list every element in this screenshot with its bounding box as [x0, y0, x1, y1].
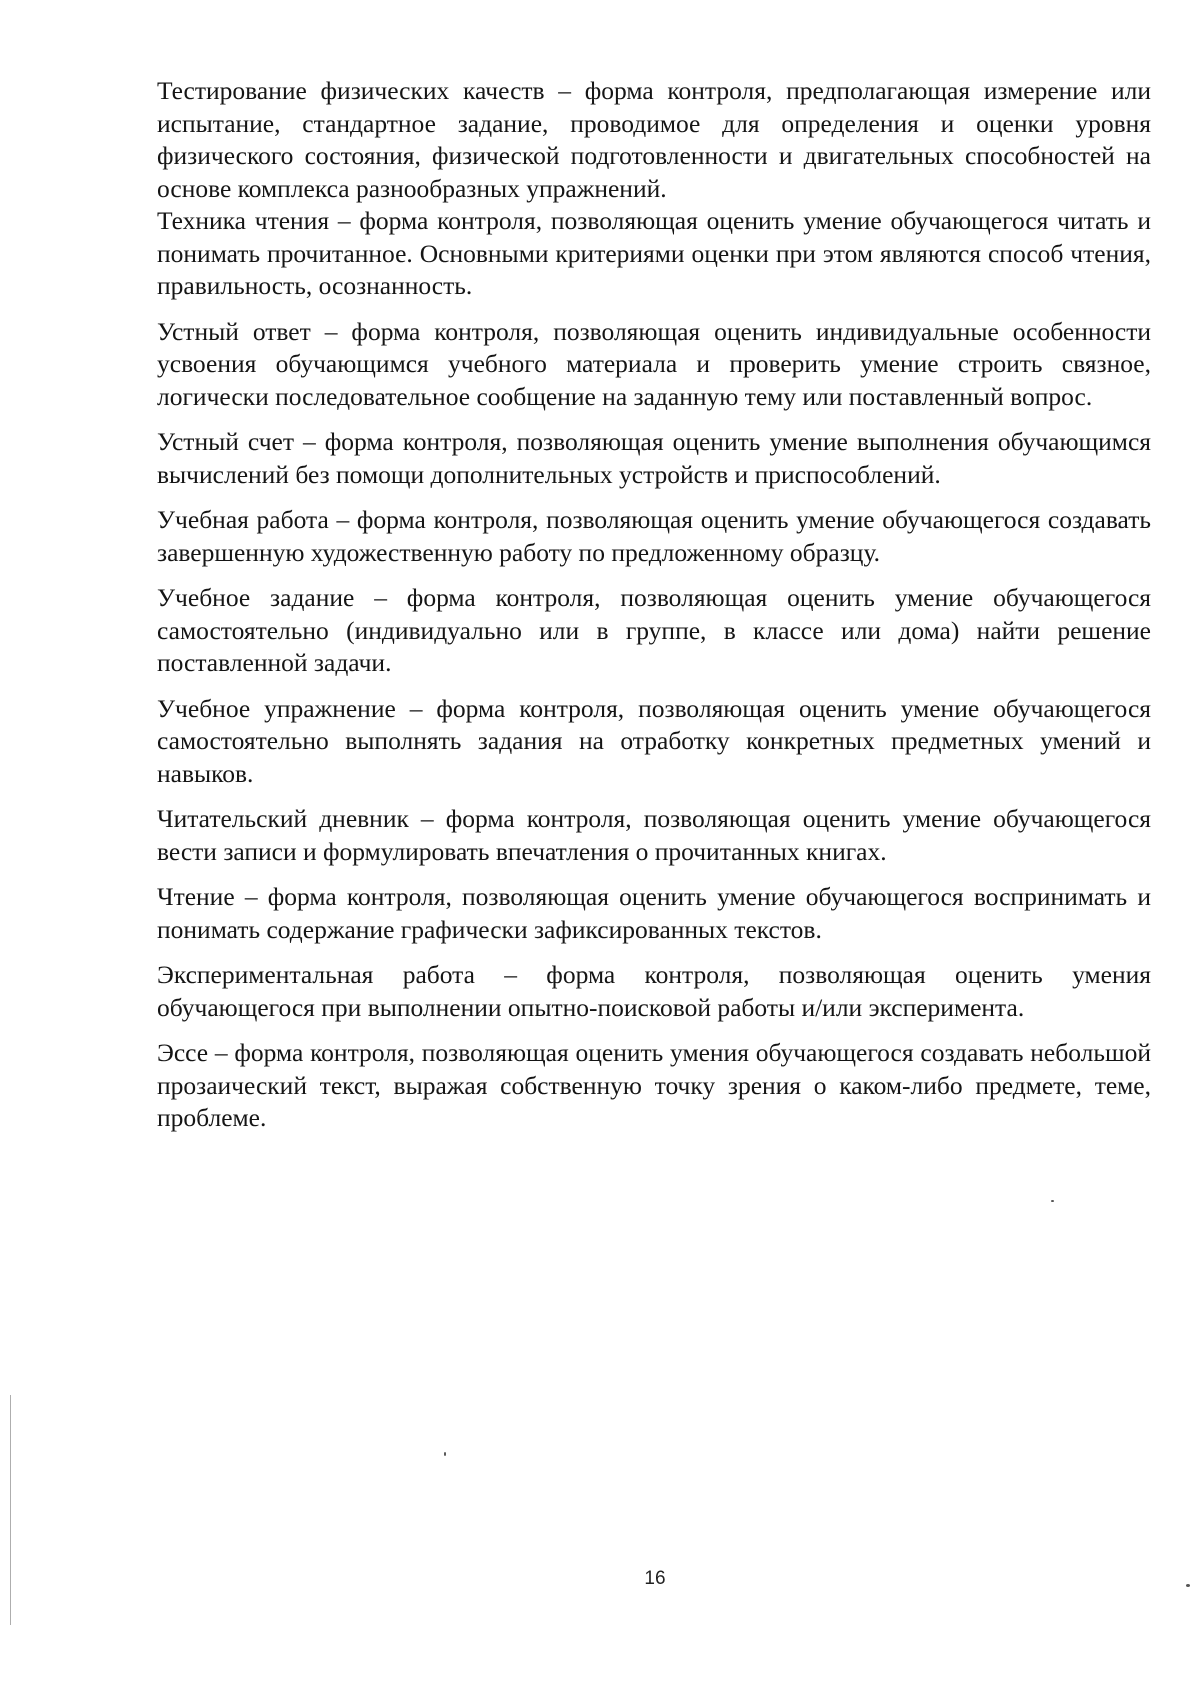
scan-edge-line	[10, 1395, 11, 1625]
paragraph-physical-testing: Тестирование физических качеств – форма контроля, предполагающая измерение или испытание, стандартное задание, проводимое для определения и оценки уровня физического состояния, физической подготовленности и двигательных способностей на основе комплекса разнообразных упражнений.	[157, 76, 1151, 203]
scan-speck	[1186, 1584, 1190, 1587]
scan-speck	[444, 1452, 446, 1456]
page-number: 16	[644, 1568, 666, 1589]
paragraph-educational-task: Учебное задание – форма контроля, позволяющая оценить умение обучающегося самостоятельно (индивидуально или в группе, в классе или дома) найти решение поставленной задачи.	[157, 583, 1151, 677]
document-body	[157, 75, 1151, 1148]
paragraph-essay: Эссе – форма контроля, позволяющая оценить умения обучающегося создавать небольшой прозаический текст, выражая собственную точку зрения о каком-либо предмете, теме, проблеме.	[157, 1038, 1151, 1132]
paragraph-educational-work: Учебная работа – форма контроля, позволяющая оценить умение обучающегося создавать завершенную художественную работу по предложенному образцу.	[157, 505, 1151, 567]
paragraph-reading: Чтение – форма контроля, позволяющая оценить умение обучающегося воспринимать и понимать содержание графически зафиксированных текстов.	[157, 882, 1151, 944]
paragraph-experimental-work: Экспериментальная работа – форма контроля, позволяющая оценить умения обучающегося при выполнении опытно-поисковой работы и/или эксперимента.	[157, 960, 1151, 1022]
paragraph-reading-technique: Техника чтения – форма контроля, позволяющая оценить умение обучающегося читать и понимать прочитанное. Основными критериями оценки при этом являются способ чтения, правильность, осознанность.	[157, 206, 1151, 300]
paragraph-educational-exercise: Учебное упражнение – форма контроля, позволяющая оценить умение обучающегося самостоятельно выполнять задания на отработку конкретных предметных умений и навыков.	[157, 693, 1151, 788]
paragraph-reading-diary: Читательский дневник – форма контроля, позволяющая оценить умение обучающегося вести записи и формулировать впечатления о прочитанных книгах.	[157, 804, 1151, 866]
paragraph-oral-answer: Устный ответ – форма контроля, позволяющая оценить индивидуальные особенности усвоения обучающимся учебного материала и проверить умение строить связное, логически последовательное сообщение на заданную тему или поставленный вопрос.	[157, 316, 1151, 411]
scan-speck	[1051, 1200, 1054, 1202]
paragraph-mental-arithmetic: Устный счет – форма контроля, позволяющая оценить умение выполнения обучающимся вычислений без помощи дополнительных устройств и приспособлений.	[157, 427, 1151, 489]
